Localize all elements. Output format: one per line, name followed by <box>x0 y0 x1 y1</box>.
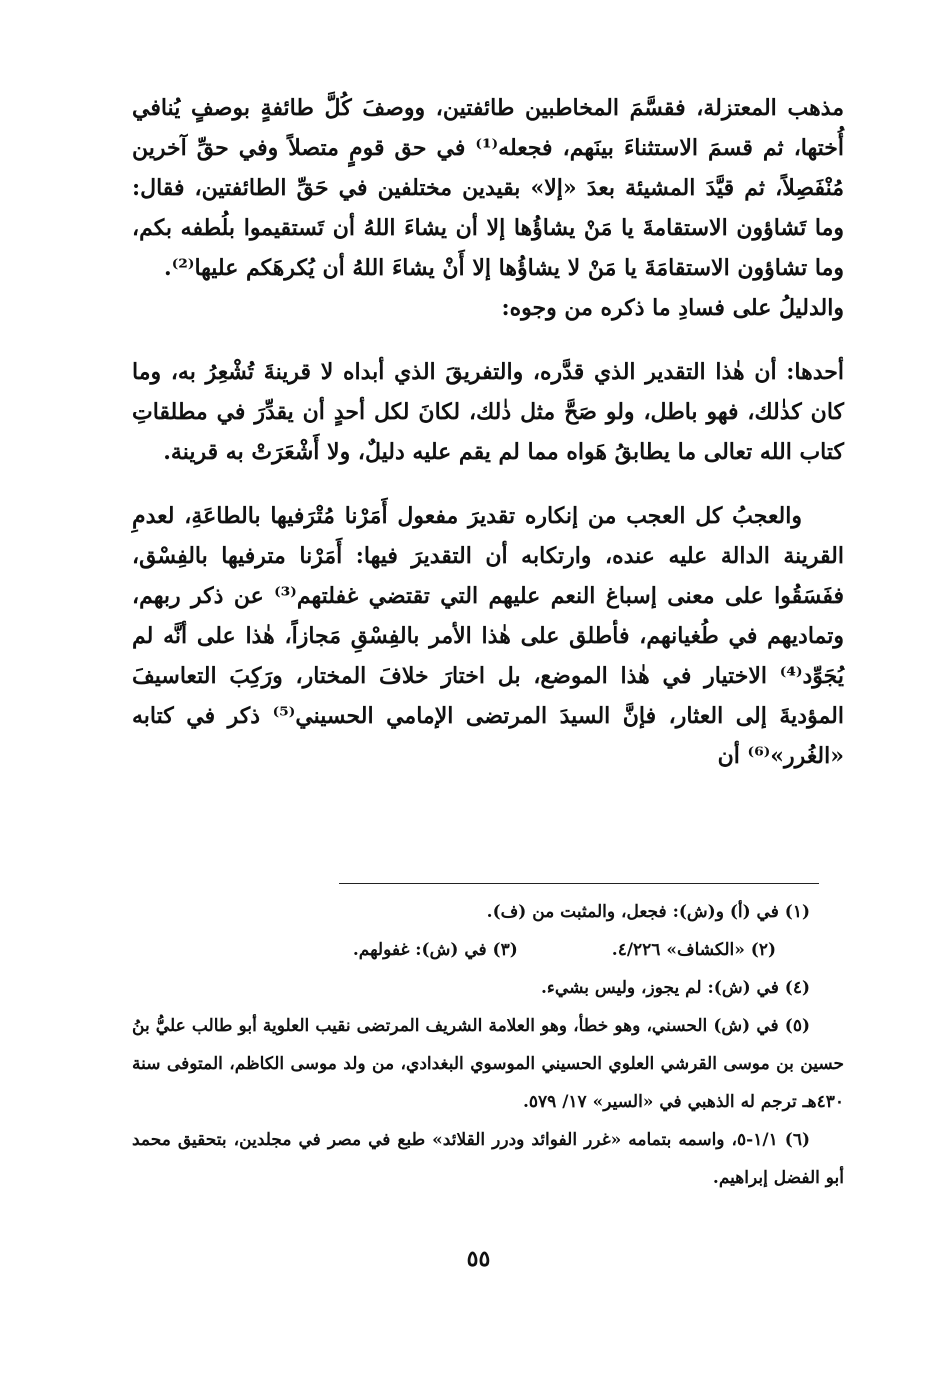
page-number: ٥٥ <box>466 1246 491 1272</box>
footnote-separator <box>339 883 819 884</box>
footnote-2: (٢) «الكشاف» ٤/٢٢٦. <box>611 940 776 960</box>
footnote-3: (٣) في (ش): غفولهم. <box>352 940 518 960</box>
footnote-row-2-3 <box>132 931 844 969</box>
footnote-4: (٤) في (ش): لم يجوز، وليس بشيء. <box>541 978 810 998</box>
paragraph-3: أحدها: أن هٰذا التقدير الذي قدَّره، والتفريقَ الذي أبداه لا قرينةَ تُشْعِرُ به، وما كان كذٰلك، فهو باطل، ولو صَحَّ مثل ذٰلك، لكانَ لكل أحدٍ أن يقدِّرَ في مطلقاتِ كتاب الله تعالى ما يطابقُ هَواه مما لم يقم عليه دليلٌ، ولا أَشْعَرَتْ به قرينة. <box>132 359 844 465</box>
footnote-5: (٥) في (ش) الحسني، وهو خطأ، وهو العلامة الشريف المرتضى نقيب العلوية أبو طالب عليُّ بنُ حسين بن موسى القرشي العلوي الحسيني الموسوي البغدادي، من ولد موسى الكاظم، المتوفى سنة ٤٣٠هـ ترجم له الذهبي في «السير» ١٧/ ٥٧٩. <box>132 1016 844 1112</box>
footnote-6: (٦) ١/١-٥، واسمه بتمامه «غرر الفوائد ودرر القلائد» طبع في مصر في مجلدين، بتحقيق محمد أبو الفضل إبراهيم. <box>132 1130 844 1188</box>
paragraph-2: والدليلُ على فسادِ ما ذكره من وجوه: <box>501 295 844 321</box>
paragraph-4: والعجبُ كل العجب من إنكاره تقديرَ مفعول أَمَرْنا مُتْرَفيها بالطاعَةِ، لعدمِ القرينة الدالة عليه عنده، وارتكابه أن التقديرَ فيها: أَمَرْنا مترفيها بالفِسْق، ففَسَقُوا على معنى إسباغ النعم عليهم التي تقتضي غفلتهم⁽³⁾ عن ذكر ربهم، وتماديهم في طُغيانهم، فأطلق على هٰذا الأمر بالفِسْقِ مَجازاً، هٰذا على أنَّه لم يُجَوِّد⁽⁴⁾ الاختيار في هٰذا الموضع، بل اختارَ خلافَ المختار، ورَكِبَ التعاسيفَ المؤديةَ إلى العثار، فإنَّ السيدَ المرتضى الإمامي الحسيني⁽⁵⁾ ذكر في كتابه «الغُرر»⁽⁶⁾ أن <box>132 503 844 769</box>
main-text <box>132 88 844 776</box>
paragraph-1: مذهب المعتزلة، فقسَّمَ المخاطبين طائفتين، ووصفَ كُلَّ طائفةٍ بوصفٍ يُنافي أُختها، ثم قسمَ الاستثناءَ بينَهم، فجعله⁽¹⁾ في حق قومٍ متصلاً وفي حقِّ آخرين مُنْفَصِلاً، ثم قيَّدَ المشيئة بعدَ «إلا» بقيدين مختلفين في حَقِّ الطائفتين، فقال: وما تَشاؤون الاستقامةَ يا مَنْ يشاؤُها إلا أن يشاءَ اللهُ أن تَستقيموا بلُطفه بكم، وما تشاؤون الاستقامَةَ يا مَنْ لا يشاؤُها إلا أَنْ يشاءَ اللهُ أن يُكرهَكم عليها⁽²⁾. <box>132 95 844 281</box>
footnotes <box>132 893 844 1197</box>
footnote-1: (١) في (أ) و(ش): فجعل، والمثبت من (ف). <box>486 902 810 922</box>
